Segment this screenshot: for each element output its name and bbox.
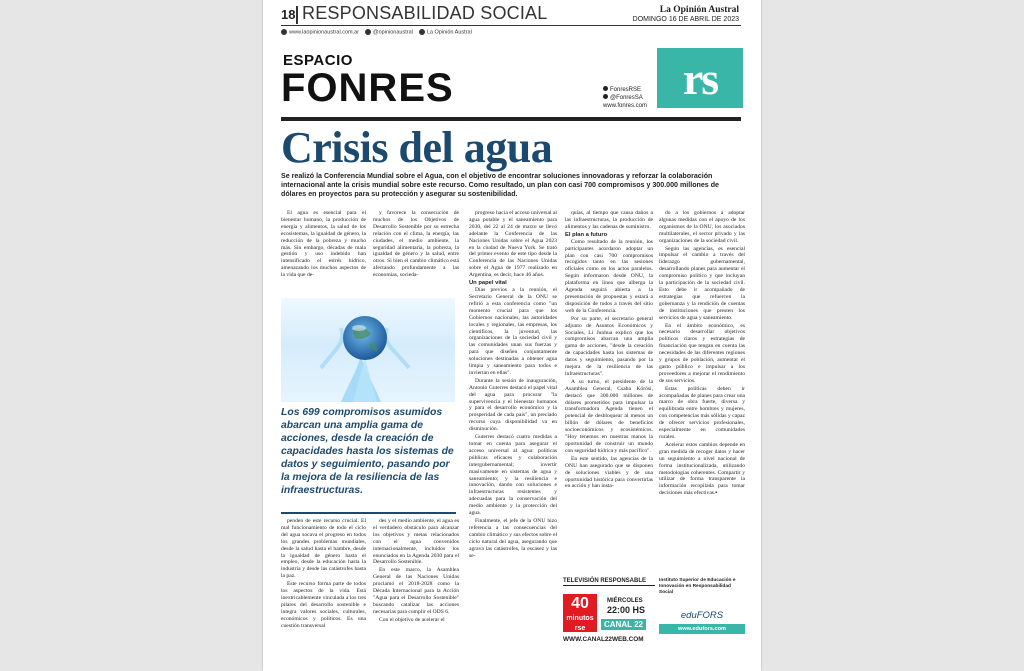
- pull-quote: Los 699 compromisos asumidos abarcan una amplia gama de acciones, desde la creación de capacidades hasta los sistemas de datos y seguimiento, pasando por la mejora de la resiliencia de las infraestructuras.: [281, 407, 454, 496]
- paragraph: A su turno, el presidente de la Asamblea General, Csaba Körösi, destacó que 300.000 millones de dólares prometidos para impulsar la transformadora Agenda tienen el potencial de desbloquear al menos un billón de dólares de beneficios socioeconómicos y ecosistémicos. "Hoy tenemos en nuestras manos la oportunidad de construir un mundo con seguridad hídrica y más pacífico".: [565, 378, 653, 454]
- paragraph: Durante la sesión de inauguración, Antonio Guterres destacó el papel vital del agua para procurar "la supervivencia y el bienestar humanos y para el desarrollo económico y la prosperidad de cada país", un preciado recurso cuya disponibilidad va en disminución.: [469, 377, 557, 433]
- social-links: [281, 29, 472, 35]
- column-4: [565, 210, 653, 491]
- tv-title: TELEVISIÓN RESPONSABLE: [563, 578, 655, 586]
- edufors-ad: [659, 578, 745, 650]
- water-globe-image: [281, 298, 455, 402]
- column-1-bottom: [281, 518, 366, 631]
- twitter-link[interactable]: @FonresSA: [603, 94, 647, 102]
- paragraph: Este recurso forma parte de todos los aspectos de la vida. Está inextricablemente vinculada a los tres pilares del desarrollo sostenible e integra valores sociales, culturales, económicos y políticos. Es una cuestión transversal: [281, 581, 366, 629]
- website-link[interactable]: www.fonres.com: [603, 103, 648, 109]
- page-number: 18: [281, 7, 296, 22]
- paragraph: penden de este recurso crucial. El mal funcionamiento de todo el ciclo del agua socava el progreso en todos los grandes problemas mundiales, desde la salud hasta el hambre, desde la igualdad de género hasta el empleo, desde la educación hasta la industria y desde las catástrofes hasta la paz.: [281, 518, 366, 580]
- brand-kicker: ESPACIO: [283, 52, 353, 69]
- facebook-link[interactable]: FonresRSE: [603, 86, 647, 94]
- column-2-bottom: [373, 518, 459, 625]
- globe-icon: [281, 29, 287, 35]
- paragraph: progreso hacia el acceso universal al agua potable y el saneamiento para 2030, del 22 al 24 de marzo se llevó adelante la Conferencia de las Naciones Unidas sobre el Agua 2023 en la ciudad de Nueva York. Se trató del primer evento de este tipo desde la Conferencia de las Naciones Unidas sobre el Agua de 1977 realizado en Argentina, es decir, hace 46 años.: [469, 210, 557, 279]
- paragraph: En este marco, la Asamblea General de las Naciones Unidas proclamó el 2018-2028 como la Década Internacional para la Acción "Agua para el Desarrollo Sostenible" buscando catalizar las acciones necesarias para cumplir el ODS 6.: [373, 567, 459, 615]
- subheading: El plan a futuro: [565, 231, 608, 238]
- section-title: RESPONSABILIDAD SOCIAL: [302, 3, 548, 23]
- paragraph: Con el objetivo de acelerar el: [379, 616, 445, 623]
- column-2-top: [373, 210, 459, 280]
- column-1-top: [281, 210, 366, 280]
- tv-ad: [563, 578, 655, 650]
- paragraph: Estas políticas deben ir acompañadas de planes para crear una marco de obra fuerte, diversa y equilibrada entre hombres y mujeres, con competencias más sólidas y capaz de ofrecer servicios profesionales, especialmente en comunidades rurales.: [659, 385, 745, 440]
- column-3: [469, 210, 557, 560]
- paragraph: quías, al tiempo que causa daños a las infraestructuras, la producción de alimentos y las cadenas de suministro.: [565, 210, 653, 230]
- paragraph: Guterres destacó cuatro medidas a tomar en cuenta para asegurar el acceso universal al agua: políticas públicas eficaces y colaboración intergubernamental; invertir masivamente en sistemas de agua y saneamiento; y la resiliencia e innovación, dando con soluciones e infraestructuras resistentes y adecuadas para la conservación del medio ambiente y la protección del agua.: [469, 434, 557, 517]
- paragraph: Como resultado de la reunión, los participantes acordaron adoptar un plan con casi 700 compromisos recogidos tanto en las sesiones oficiales como en los actos paralelos. Según informaron desde ONU, la plataforma en línea que alberga la Agenda seguirá abierta a la presentación de propuestas y estará a disposición de todos a través del sitio web de la Conferencia.: [565, 238, 653, 314]
- paragraph: des y el medio ambiente, el agua es el verdadero obstáculo para alcanzar los objetivos y metas relacionados con el agua convenidos internacionalmente, incluidos los enunciados en la Agenda 2030 para el Desarrollo Sostenible.: [373, 518, 459, 566]
- subheading: Un papel vital: [469, 280, 507, 287]
- publication-date: DOMINGO 16 DE ABRIL DE 2023: [632, 16, 739, 23]
- twitter-icon: [603, 94, 608, 99]
- paragraph: Por su parte, el secretario general adjunto de Asuntos Económicos y Sociales, Li Junhua explicó que los compromisos abarcan una amplia gama de acciones, "desde la creación de capacidades hasta los sistemas de datos y seguimiento, pasando por la mejora de la resiliencia de las infraestructuras".: [565, 315, 653, 377]
- header-rule: [281, 25, 741, 26]
- paragraph: y favorece la consecución de muchos de los Objetivos de Desarrollo Sostenible por su estrecha relación con el clima, la energía, las ciudades, el medio ambiente, la seguridad alimentaria, la pobreza, la igualdad de género y la salud, entre otros. Si bien el cambio climático está afectando profundamente a las economías, socieda-: [373, 210, 459, 279]
- publication-name: La Opinión Austral: [659, 5, 739, 15]
- paragraph: El agua es esencial para el bienestar humano, la producción de energía y alimentos, la salud de los ecosistemas, la igualdad de género, la reducción de la pobreza y mucho más. Sin embargo, décadas de mala gestión y uso indebido han intensificado el estrés hídrico, amenazando los muchos aspectos de la vida que de-: [281, 210, 366, 279]
- facebook-link[interactable]: La Opinión Austral: [419, 29, 472, 35]
- paragraph: Días previos a la reunión, el Secretario General de la ONU se refirió a esta conferencia como "un momento crucial para que los Gobiernos nacionales, las autoridades locales y regionales, las empresas, los científicos, la juventud, las organizaciones de la sociedad civil y las comunidades unan sus fuerzas y para que diseñen conjuntamente soluciones destinadas a obtener agua limpia y saneamiento para todos e inviertan en ellas".: [469, 287, 557, 376]
- tv-day: MIÉRCOLES: [607, 598, 643, 604]
- paragraph: do a los gobiernos a adoptar algunas medidas con el apoyo de los organismos de la ONU, los asociados multilaterales, el sector privado y las organizaciones de la sociedad civil.: [659, 210, 745, 244]
- rs-logo: rs: [657, 48, 743, 108]
- facebook-icon: [603, 86, 608, 91]
- column-5: [659, 210, 745, 498]
- edufors-logo: eduFORS: [680, 610, 724, 621]
- paragraph: En el ámbito económico, es necesario desarrollar objetivos políticos claros y estrategias de financiación que tengan en cuenta las necesidades de las diferentes regiones y grupos de población, aumentar el gasto público e impulsar a los proveedores a mejorar el rendimiento de sus servicios.: [659, 322, 745, 384]
- newspaper-page: [263, 0, 761, 671]
- web-link[interactable]: www.laopinionaustral.com.ar: [281, 29, 359, 35]
- paragraph: Acelerar estos cambios depende en gran medida de recoger datos y hacer un seguimiento a nivel nacional de forma institucionalizada, utilizando metodologías coherentes. Compartir y utilizar de forma transparente la información recopilada para tomar decisiones más efectivas.▪: [659, 441, 745, 497]
- edufors-website[interactable]: www.edufors.com: [659, 624, 745, 634]
- facebook-icon: [419, 29, 425, 35]
- article-lead: Se realizó la Conferencia Mundial sobre el Agua, con el objetivo de encontrar soluciones innovadoras y reforzar la colaboración internacional ante la crisis mundial sobre este recurso. Como resultado, un plan con casi 700 compromisos y 300.000 millones de dólares en proyectos para su protección y asegurar su sostenibilidad.: [281, 172, 719, 198]
- brand-name: FONRES: [281, 66, 454, 110]
- paragraph: En este sentido, las agencias de la ONU han asegurado que se disponen de soluciones viables y de una oportunidad histórica para convertirlas en acción y han insta-: [565, 455, 653, 490]
- article-title: Crisis del agua: [281, 123, 553, 172]
- edufors-title: Instituto Superior de Educación e Innovación en Responsabilidad Social: [659, 578, 736, 595]
- paragraph: Finalmente, el jefe de la ONU hizo referencia a las consecuencias del cambio climático y sus efectos sobre el ciclo natural del agua, asegurando que agrava las catástrofes, la escasez y las se-: [469, 517, 557, 559]
- tv-website[interactable]: WWW.CANAL22WEB.COM: [563, 636, 644, 643]
- canal-logo: CANAL 22: [601, 619, 646, 630]
- brand-links: [603, 86, 647, 110]
- title-rule: [281, 117, 741, 121]
- tv-hour: 22:00 HS: [607, 605, 646, 615]
- quote-rule: [281, 512, 456, 514]
- twitter-icon: [365, 29, 371, 35]
- paragraph: Según las agencias, es esencial impulsar el cambio a través del liderazgo gubernamental, desarrollando planes para aumentar el compromiso político y que incluyan la participación de la sociedad civil. Esto debe ir acompañado de estrategias que refuercen la gobernanza y la rendición de cuentas de instituciones que presten los servicios de agua y saneamiento.: [659, 245, 745, 321]
- twitter-link[interactable]: @opinionaustral: [365, 29, 413, 35]
- header-divider: [296, 6, 298, 24]
- 40-minutos-rse-logo: 40 minutos rse: [563, 594, 597, 632]
